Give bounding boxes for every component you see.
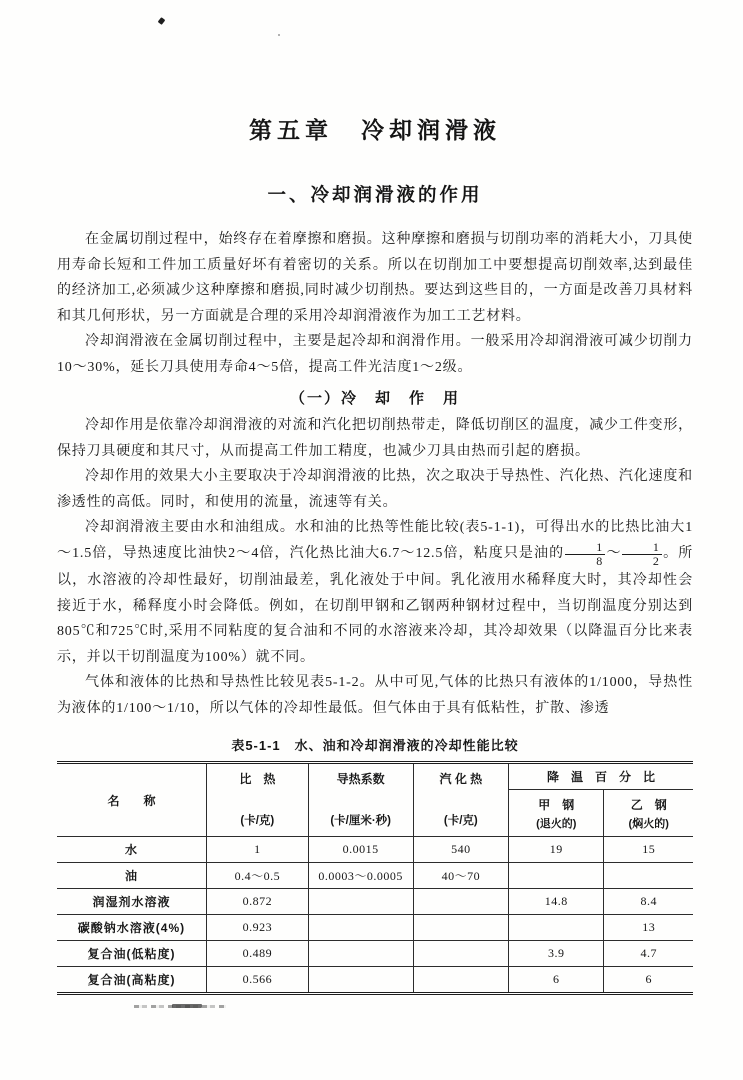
paragraph: 冷却作用的效果大小主要取决于冷却润滑液的比热，次之取决于导热性、汽化热、汽化速度和渗透性的高低。同时，和使用的流量，流速等有关。 <box>57 469 693 510</box>
subsection-title: （一）冷 却 作 用 <box>289 390 460 407</box>
paragraph-with-fraction <box>57 515 693 670</box>
paragraph-text: 冷却润滑液主要由水和油组成。水和油的比热等性能比较(表5-1-1)，可得出水的比热比油大1～1.5倍，导热速度比油快2～4倍，汽化热比油大6.7～12.5倍，粘度只是油的 <box>57 520 693 561</box>
scan-smudge-dark <box>172 1004 202 1008</box>
col-header-steel-a <box>509 790 604 837</box>
cell-specific-heat: 0.489 <box>206 941 308 967</box>
cell-steel-b: 8.4 <box>604 889 693 915</box>
cell-name: 碳酸钠水溶液(4%) <box>57 915 206 941</box>
header-label: 汽 化 热 <box>439 772 483 787</box>
cell-steel-b: 13 <box>604 915 693 941</box>
table-caption: 表5-1-1 水、油和冷却润滑液的冷却性能比较 <box>231 738 519 754</box>
cell-vaporization-heat <box>413 889 508 915</box>
header-label: 比 热 <box>239 772 276 787</box>
cell-thermal-conductivity: 0.0003～0.0005 <box>308 863 413 889</box>
cell-name: 润湿剂水溶液 <box>57 889 206 915</box>
page-content <box>57 0 693 995</box>
header-label: 导热系数 <box>336 772 385 787</box>
cell-vaporization-heat <box>413 915 508 941</box>
chapter-title: 第五章 冷却润滑液 <box>249 117 501 143</box>
cell-specific-heat: 1 <box>206 837 308 863</box>
cell-thermal-conductivity <box>308 889 413 915</box>
cell-name: 复合油(低粘度) <box>57 941 206 967</box>
table-row <box>57 915 693 941</box>
table-row <box>57 889 693 915</box>
cell-steel-b: 15 <box>604 837 693 863</box>
paragraph: 冷却润滑液在金属切削过程中，主要是起冷却和润滑作用。一般采用冷却润滑液可减少切削力10～30%，延长刀具使用寿命4～5倍，提高工件光洁度1～2级。 <box>57 334 693 375</box>
paragraph-text: 。所以，水溶液的冷却性最好，切削油最差，乳化液处于中间。乳化液用水稀释度大时，其冷却性会接近于水，稀释度小时会降低。例如，在切削甲钢和乙钢两种钢材过程中，当切削温度分别达到805℃和725℃时,采用不同粘度的复合油和不同的水溶液来冷却，其冷却效果（以降温百分比来表示，并以干切削温度为100%）就不同。 <box>57 545 694 665</box>
cell-vaporization-heat <box>413 967 508 993</box>
cell-steel-a <box>509 863 604 889</box>
cell-name: 水 <box>57 837 206 863</box>
tilde-range: ～ <box>606 545 621 561</box>
header-unit: (卡/克) <box>240 815 275 828</box>
section-title: 一、冷却润滑液的作用 <box>267 184 483 205</box>
table-header <box>57 764 693 837</box>
table-row <box>57 967 693 993</box>
header-unit: (卡/克) <box>443 815 478 828</box>
cell-steel-b <box>604 863 693 889</box>
cell-thermal-conductivity <box>308 967 413 993</box>
paragraph: 冷却作用是依靠冷却润滑液的对流和汽化把切削热带走，降低切削区的温度，减少工件变形，保持刀具硬度和其尺寸，从而提高工件加工精度，也减少刀具由热而引起的磨损。 <box>57 418 693 459</box>
table-row <box>57 863 693 889</box>
header-unit: (卡/厘米·秒) <box>330 815 392 828</box>
header-note: (焖火的) <box>628 817 669 830</box>
cell-steel-b: 6 <box>604 967 693 993</box>
col-header-vaporization-heat <box>413 764 508 837</box>
cell-name: 油 <box>57 863 206 889</box>
table-body <box>57 837 693 993</box>
cell-thermal-conductivity <box>308 915 413 941</box>
col-header-name: 名 称 <box>57 764 206 837</box>
cell-steel-a: 3.9 <box>509 941 604 967</box>
cell-thermal-conductivity <box>308 941 413 967</box>
cell-thermal-conductivity: 0.0015 <box>308 837 413 863</box>
cell-vaporization-heat: 40～70 <box>413 863 508 889</box>
header-note: (退火的) <box>536 817 577 830</box>
cell-name: 复合油(高粘度) <box>57 967 206 993</box>
col-header-temp-drop: 降 温 百 分 比 <box>509 764 693 790</box>
cell-vaporization-heat: 540 <box>413 837 508 863</box>
table-row <box>57 837 693 863</box>
cell-steel-a: 19 <box>509 837 604 863</box>
col-header-thermal-conductivity <box>308 764 413 837</box>
header-label: 乙 钢 <box>630 797 667 812</box>
table-border-frame <box>57 761 693 995</box>
fraction-one-eighth: $\frac{1}{8}$ <box>565 541 605 568</box>
col-header-steel-b <box>604 790 693 837</box>
cell-specific-heat: 0.923 <box>206 915 308 941</box>
cell-specific-heat: 0.4～0.5 <box>206 863 308 889</box>
table-row <box>57 941 693 967</box>
header-row-top <box>57 764 693 790</box>
cell-steel-a: 6 <box>509 967 604 993</box>
cell-specific-heat: 0.566 <box>206 967 308 993</box>
paragraph: 气体和液体的比热和导热性比较见表5-1-2。从中可见,气体的比热只有液体的1/1000，导热性为液体的1/100～1/10，所以气体的冷却性最低。但气体由于具有低粘性，扩散、渗透 <box>57 675 693 716</box>
cell-vaporization-heat <box>413 941 508 967</box>
cell-steel-a: 14.8 <box>509 889 604 915</box>
header-label: 甲 钢 <box>538 797 575 812</box>
cell-steel-a <box>509 915 604 941</box>
cell-specific-heat: 0.872 <box>206 889 308 915</box>
cooling-performance-table <box>57 764 693 992</box>
fraction-one-half: $\frac{1}{2}$ <box>622 541 662 568</box>
col-header-specific-heat <box>206 764 308 837</box>
cell-steel-b: 4.7 <box>604 941 693 967</box>
paragraph: 在金属切削过程中，始终存在着摩擦和磨损。这种摩擦和磨损与切削功率的消耗大小，刀具使用寿命长短和工件加工质量好坏有着密切的关系。所以在切削加工中要想提高切削效率,达到最佳的经济加工,必须减少这种摩擦和磨损,同时减少切削热。要达到这些目的，一方面是改善刀具材料和其几何形状，另一方面就是合理的采用冷却润滑液作为加工工艺材料。 <box>57 232 693 324</box>
